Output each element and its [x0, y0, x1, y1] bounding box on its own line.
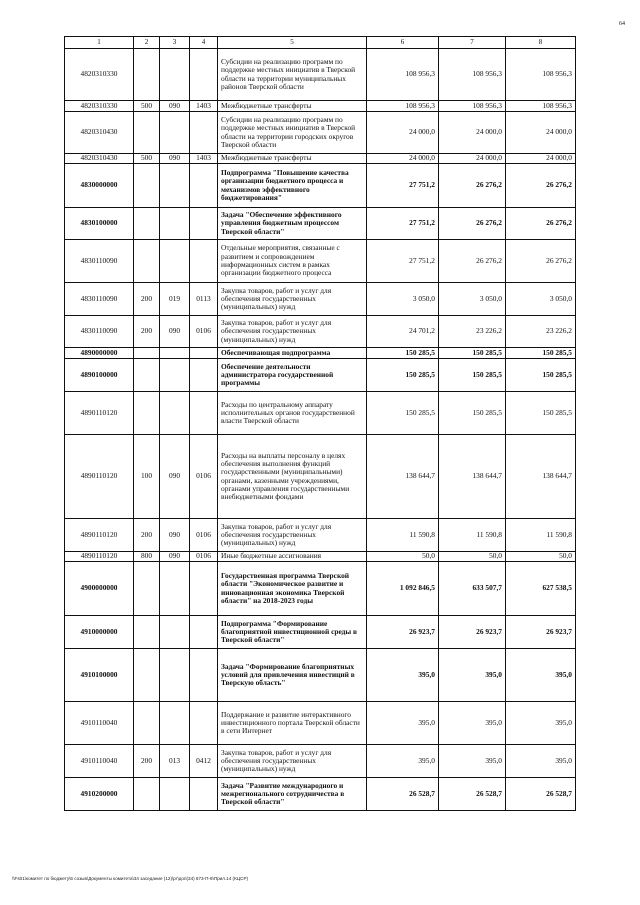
budget-code-cell: 4890110120	[65, 435, 134, 519]
amount-year1-cell: 27 751,2	[367, 164, 439, 208]
section-code-cell	[190, 778, 218, 811]
ministry-code-cell	[160, 164, 190, 208]
ministry-code-cell	[160, 240, 190, 283]
budget-code-cell: 4890000000	[65, 348, 134, 359]
section-code-cell	[190, 208, 218, 240]
amount-year2-cell: 150 285,5	[439, 392, 506, 435]
section-code-cell: 0113	[190, 283, 218, 316]
expense-type-cell: 200	[134, 745, 160, 778]
amount-year1-cell: 395,0	[367, 649, 439, 702]
amount-year3-cell: 26 276,2	[506, 164, 576, 208]
item-name-cell: Обеспечивающая подпрограмма	[218, 348, 367, 359]
header-cell: 6	[367, 37, 439, 49]
budget-code-cell: 4820310430	[65, 112, 134, 154]
table-row	[65, 649, 576, 702]
expense-type-cell	[134, 164, 160, 208]
table-row	[65, 702, 576, 745]
header-cell: 5	[218, 37, 367, 49]
item-name-cell: Задача "Развитие международного и межрегионального сотрудничества в Тверской области"	[218, 778, 367, 811]
section-code-cell	[190, 702, 218, 745]
item-name-cell: Задача "Обеспечение эффективного управления бюджетным процессом Тверской области"	[218, 208, 367, 240]
budget-code-cell: 4910110040	[65, 745, 134, 778]
amount-year2-cell: 395,0	[439, 745, 506, 778]
amount-year1-cell: 150 285,5	[367, 392, 439, 435]
amount-year2-cell: 23 226,2	[439, 316, 506, 348]
expense-type-cell: 500	[134, 154, 160, 164]
item-name-cell: Межбюджетные трансферты	[218, 154, 367, 164]
item-name-cell: Отдельные мероприятия, связанные с развитием и сопровождением информационных систем в рамках организации бюджетного процесса	[218, 240, 367, 283]
amount-year2-cell: 395,0	[439, 649, 506, 702]
table-row	[65, 154, 576, 164]
amount-year1-cell: 395,0	[367, 745, 439, 778]
expense-type-cell	[134, 49, 160, 101]
section-code-cell	[190, 112, 218, 154]
ministry-code-cell	[160, 49, 190, 101]
section-code-cell	[190, 164, 218, 208]
amount-year3-cell: 395,0	[506, 745, 576, 778]
expense-type-cell	[134, 359, 160, 392]
amount-year2-cell: 24 000,0	[439, 154, 506, 164]
budget-code-cell: 4830110090	[65, 240, 134, 283]
header-cell: 3	[160, 37, 190, 49]
expense-type-cell: 200	[134, 316, 160, 348]
expense-type-cell	[134, 562, 160, 616]
budget-code-cell: 4910200000	[65, 778, 134, 811]
amount-year2-cell: 26 528,7	[439, 778, 506, 811]
amount-year2-cell: 150 285,5	[439, 348, 506, 359]
amount-year2-cell: 108 956,3	[439, 101, 506, 112]
section-code-cell: 0106	[190, 435, 218, 519]
amount-year2-cell: 24 000,0	[439, 112, 506, 154]
amount-year3-cell: 3 050,0	[506, 283, 576, 316]
expense-type-cell	[134, 348, 160, 359]
item-name-cell: Закупка товаров, работ и услуг для обеспечения государственных (муниципальных) нужд	[218, 745, 367, 778]
section-code-cell	[190, 359, 218, 392]
amount-year3-cell: 26 528,7	[506, 778, 576, 811]
ministry-code-cell	[160, 359, 190, 392]
expense-type-cell	[134, 392, 160, 435]
budget-code-cell: 4830110090	[65, 283, 134, 316]
ministry-code-cell: 090	[160, 519, 190, 552]
table-row	[65, 49, 576, 101]
item-name-cell: Иные бюджетные ассигнования	[218, 552, 367, 562]
amount-year1-cell: 24 701,2	[367, 316, 439, 348]
ministry-code-cell: 090	[160, 101, 190, 112]
item-name-cell: Подпрограмма "Повышение качества организации бюджетного процесса и механизмов эффективного бюджетирования"	[218, 164, 367, 208]
item-name-cell: Закупка товаров, работ и услуг для обеспечения государственных (муниципальных) нужд	[218, 316, 367, 348]
section-code-cell	[190, 392, 218, 435]
expense-type-cell: 200	[134, 283, 160, 316]
budget-code-cell: 4890100000	[65, 359, 134, 392]
amount-year3-cell: 150 285,5	[506, 348, 576, 359]
amount-year2-cell: 633 507,7	[439, 562, 506, 616]
amount-year3-cell: 395,0	[506, 649, 576, 702]
section-code-cell	[190, 348, 218, 359]
section-code-cell: 1403	[190, 101, 218, 112]
ministry-code-cell: 019	[160, 283, 190, 316]
budget-code-cell: 4830100000	[65, 208, 134, 240]
ministry-code-cell	[160, 562, 190, 616]
budget-code-cell: 4910100000	[65, 649, 134, 702]
footer-file-path: \\Fs01\комитет по бюджету\6 созыв\Документы комитета\34 заседание (12)\рг\доп(34) 673-П-6\Прил.14 (КЦСР)	[12, 876, 249, 881]
amount-year1-cell: 138 644,7	[367, 435, 439, 519]
amount-year3-cell: 26 923,7	[506, 616, 576, 649]
expense-type-cell	[134, 778, 160, 811]
amount-year3-cell: 26 276,2	[506, 208, 576, 240]
section-code-cell: 0106	[190, 552, 218, 562]
header-cell: 1	[65, 37, 134, 49]
section-code-cell	[190, 562, 218, 616]
amount-year2-cell: 26 276,2	[439, 164, 506, 208]
item-name-cell: Поддержание и развитие интерактивного инвестиционного портала Тверской области в сети Интернет	[218, 702, 367, 745]
budget-code-cell: 4890110120	[65, 519, 134, 552]
amount-year2-cell: 11 590,8	[439, 519, 506, 552]
item-name-cell: Расходы по центральному аппарату исполнительных органов государственной власти Тверской области	[218, 392, 367, 435]
amount-year3-cell: 108 956,3	[506, 101, 576, 112]
table-row	[65, 240, 576, 283]
amount-year3-cell: 24 000,0	[506, 154, 576, 164]
expense-type-cell	[134, 649, 160, 702]
budget-code-cell: 4820310330	[65, 49, 134, 101]
ministry-code-cell	[160, 392, 190, 435]
amount-year3-cell: 627 538,5	[506, 562, 576, 616]
table-row	[65, 208, 576, 240]
section-code-cell: 0106	[190, 519, 218, 552]
ministry-code-cell: 090	[160, 435, 190, 519]
amount-year3-cell: 50,0	[506, 552, 576, 562]
amount-year1-cell: 24 000,0	[367, 154, 439, 164]
item-name-cell: Задача "Формирование благоприятных условий для привлечения инвестиций в Тверскую область"	[218, 649, 367, 702]
table-header-row	[65, 37, 576, 49]
ministry-code-cell: 090	[160, 552, 190, 562]
table-row	[65, 101, 576, 112]
amount-year1-cell: 395,0	[367, 702, 439, 745]
table-row	[65, 519, 576, 552]
amount-year2-cell: 395,0	[439, 702, 506, 745]
amount-year3-cell: 138 644,7	[506, 435, 576, 519]
amount-year1-cell: 108 956,3	[367, 101, 439, 112]
expense-type-cell: 800	[134, 552, 160, 562]
amount-year3-cell: 150 285,5	[506, 392, 576, 435]
item-name-cell: Межбюджетные трансферты	[218, 101, 367, 112]
section-code-cell	[190, 49, 218, 101]
ministry-code-cell	[160, 702, 190, 745]
table-row	[65, 616, 576, 649]
amount-year1-cell: 11 590,8	[367, 519, 439, 552]
expense-type-cell: 200	[134, 519, 160, 552]
amount-year3-cell: 26 276,2	[506, 240, 576, 283]
table-row	[65, 435, 576, 519]
item-name-cell: Государственная программа Тверской области "Экономическое развитие и инновационная экономика Тверской области" на 2018-2023 годы	[218, 562, 367, 616]
amount-year2-cell: 26 276,2	[439, 240, 506, 283]
ministry-code-cell	[160, 112, 190, 154]
amount-year1-cell: 26 923,7	[367, 616, 439, 649]
budget-code-cell: 4910110040	[65, 702, 134, 745]
budget-code-cell: 4820310430	[65, 154, 134, 164]
amount-year3-cell: 11 590,8	[506, 519, 576, 552]
section-code-cell: 0412	[190, 745, 218, 778]
table-row	[65, 745, 576, 778]
amount-year1-cell: 1 092 846,5	[367, 562, 439, 616]
table-row	[65, 392, 576, 435]
amount-year1-cell: 26 528,7	[367, 778, 439, 811]
section-code-cell: 0106	[190, 316, 218, 348]
budget-code-cell: 4900000000	[65, 562, 134, 616]
table-row	[65, 316, 576, 348]
ministry-code-cell	[160, 778, 190, 811]
ministry-code-cell: 090	[160, 316, 190, 348]
item-name-cell: Подпрограмма "Формирование благоприятной инвестиционной среды в Тверской области"	[218, 616, 367, 649]
item-name-cell: Субсидии на реализацию программ по поддержке местных инициатив в Тверской области на территории городских округов Тверской области	[218, 112, 367, 154]
budget-code-cell: 4890110120	[65, 392, 134, 435]
table-row	[65, 562, 576, 616]
budget-code-cell: 4910000000	[65, 616, 134, 649]
amount-year2-cell: 108 956,3	[439, 49, 506, 101]
expense-type-cell: 100	[134, 435, 160, 519]
budget-code-cell: 4890110120	[65, 552, 134, 562]
expense-type-cell	[134, 702, 160, 745]
item-name-cell: Обеспечение деятельности администратора государственной программы	[218, 359, 367, 392]
header-cell: 7	[439, 37, 506, 49]
amount-year3-cell: 395,0	[506, 702, 576, 745]
table-row	[65, 778, 576, 811]
amount-year3-cell: 108 956,3	[506, 49, 576, 101]
section-code-cell: 1403	[190, 154, 218, 164]
ministry-code-cell	[160, 649, 190, 702]
expense-type-cell	[134, 616, 160, 649]
expense-type-cell	[134, 112, 160, 154]
amount-year1-cell: 50,0	[367, 552, 439, 562]
table-row	[65, 283, 576, 316]
amount-year2-cell: 26 276,2	[439, 208, 506, 240]
amount-year1-cell: 150 285,5	[367, 348, 439, 359]
amount-year1-cell: 27 751,2	[367, 208, 439, 240]
budget-table	[64, 36, 576, 811]
ministry-code-cell	[160, 208, 190, 240]
table-row	[65, 348, 576, 359]
budget-code-cell: 4820310330	[65, 101, 134, 112]
item-name-cell: Расходы на выплаты персоналу в целях обеспечения выполнения функций государственными (муниципальными) органами, казенными учреждениями, органами управления государственными внебюджетными фондами	[218, 435, 367, 519]
ministry-code-cell: 013	[160, 745, 190, 778]
expense-type-cell	[134, 240, 160, 283]
amount-year1-cell: 24 000,0	[367, 112, 439, 154]
amount-year3-cell: 24 000,0	[506, 112, 576, 154]
amount-year3-cell: 23 226,2	[506, 316, 576, 348]
amount-year3-cell: 150 285,5	[506, 359, 576, 392]
section-code-cell	[190, 649, 218, 702]
table-row	[65, 552, 576, 562]
ministry-code-cell	[160, 348, 190, 359]
table-row	[65, 164, 576, 208]
table-row	[65, 359, 576, 392]
amount-year2-cell: 138 644,7	[439, 435, 506, 519]
ministry-code-cell: 090	[160, 154, 190, 164]
amount-year2-cell: 150 285,5	[439, 359, 506, 392]
section-code-cell	[190, 616, 218, 649]
budget-code-cell: 4830000000	[65, 164, 134, 208]
table-row	[65, 112, 576, 154]
item-name-cell: Закупка товаров, работ и услуг для обеспечения государственных (муниципальных) нужд	[218, 283, 367, 316]
amount-year2-cell: 50,0	[439, 552, 506, 562]
page-number: 64	[619, 21, 625, 27]
amount-year2-cell: 3 050,0	[439, 283, 506, 316]
expense-type-cell: 500	[134, 101, 160, 112]
item-name-cell: Субсидии на реализацию программ по поддержке местных инициатив в Тверской области на территории муниципальных районов Тверской области	[218, 49, 367, 101]
section-code-cell	[190, 240, 218, 283]
amount-year1-cell: 150 285,5	[367, 359, 439, 392]
header-cell: 8	[506, 37, 576, 49]
header-cell: 4	[190, 37, 218, 49]
budget-code-cell: 4830110090	[65, 316, 134, 348]
ministry-code-cell	[160, 616, 190, 649]
amount-year2-cell: 26 923,7	[439, 616, 506, 649]
header-cell: 2	[134, 37, 160, 49]
amount-year1-cell: 27 751,2	[367, 240, 439, 283]
expense-type-cell	[134, 208, 160, 240]
amount-year1-cell: 108 956,3	[367, 49, 439, 101]
item-name-cell: Закупка товаров, работ и услуг для обеспечения государственных (муниципальных) нужд	[218, 519, 367, 552]
amount-year1-cell: 3 050,0	[367, 283, 439, 316]
